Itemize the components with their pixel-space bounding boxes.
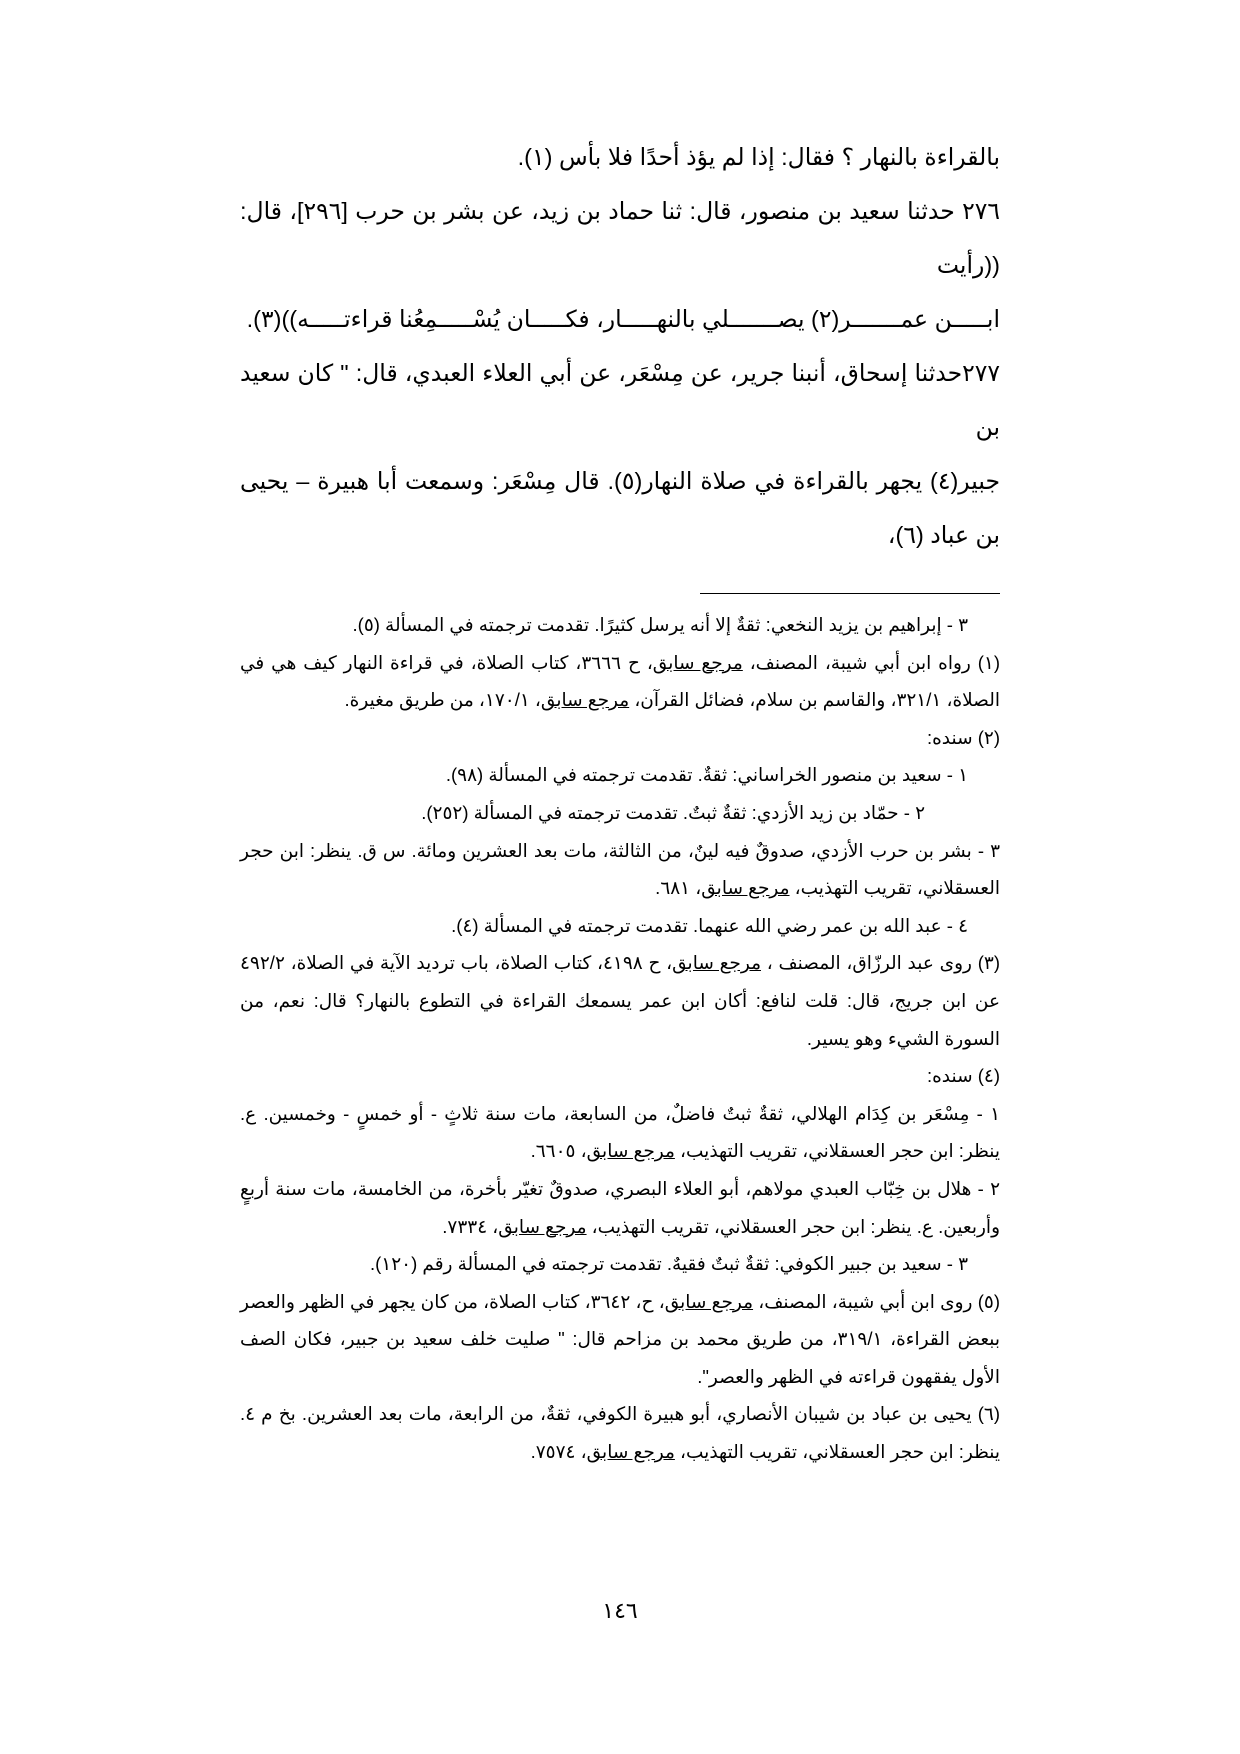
footnote-heading: (٤) سنده: bbox=[926, 1065, 1000, 1087]
body-line: ٢٧٦ حدثنا سعيد بن منصور، قال: ثنا حماد بن زيد، عن بشر بن حرب [٢٩٦]، قال: ((رأيت bbox=[240, 198, 1001, 278]
footnote: ١ - مِسْعَر بن كِدَام الهلالي، ثقةٌ ثبتٌ فاضلٌ، من السابعة، مات سنة ثلاثٍ - أو خمسٍ - وخمسين. ع. ينظر: ابن حجر العسقلاني، تقريب التهذيب، مرجع سابق، ٦٦٠٥. bbox=[240, 1102, 1000, 1162]
body-line: جبير(٤) يجهر بالقراءة في صلاة النهار(٥). قال مِسْعَر: وسمعت أبا هبيرة – يحيى بن عباد (٦)، bbox=[240, 468, 1000, 548]
reference-link: مرجع سابق bbox=[664, 1290, 754, 1312]
reference-link: مرجع سابق bbox=[586, 1441, 675, 1463]
footnote: ١ - سعيد بن منصور الخراساني: ثقةٌ. تقدمت ترجمته في المسألة (٩٨). bbox=[445, 764, 968, 786]
footnote: ٣ - سعيد بن جبير الكوفي: ثقةٌ ثبتٌ فقيهٌ. تقدمت ترجمته في المسألة رقم (١٢٠). bbox=[369, 1253, 968, 1275]
reference-link: مرجع سابق bbox=[701, 877, 790, 899]
footnote-separator bbox=[700, 593, 1000, 594]
reference-link: مرجع سابق bbox=[540, 689, 630, 711]
reference-link: مرجع سابق bbox=[586, 1140, 675, 1162]
footnote: ٣ - بشر بن حرب الأزدي، صدوقٌ فيه لينٌ، من الثالثة، مات بعد العشرين ومائة. س ق. ينظر: ابن حجر العسقلاني، تقريب التهذيب، مرجع سابق، ٦٨١. bbox=[240, 839, 1000, 899]
reference-link: مرجع سابق bbox=[498, 1215, 587, 1237]
main-text bbox=[240, 130, 1000, 562]
footnote: (٣) روى عبد الرزّاق، المصنف ، مرجع سابق، ح ٤١٩٨، كتاب الصلاة، باب ترديد الآية في الصلاة، ٤٩٢/٢ عن ابن جريج، قال: قلت لنافع: أكان ابن عمر يسمعك القراءة في التطوع بالنهار؟ قال: نعم، من السورة الشيء وهو يسير. bbox=[240, 952, 1000, 1049]
footnotes bbox=[240, 606, 1000, 1471]
footnote: (٦) يحيى بن عباد بن شيبان الأنصاري، أبو هبيرة الكوفي، ثقةٌ، من الرابعة، مات بعد العشرين. بخ م ٤. ينظر: ابن حجر العسقلاني، تقريب التهذيب، مرجع سابق، ٧٥٧٤. bbox=[240, 1403, 1000, 1463]
footnote: (٥) روى ابن أبي شيبة، المصنف، مرجع سابق، ح، ٣٦٤٢، كتاب الصلاة، من كان يجهر في الظهر والعصر ببعض القراءة، ٣١٩/١، من طريق محمد بن مزاحم قال: " صليت خلف سعيد بن جبير، فكان الصف الأول يفقهون قراءته في الظهر والعصر". bbox=[240, 1290, 1000, 1387]
body-line: ابـــــن عمـــــــر(٢) يصـــــــلي بالنهـــــار، فكـــــان يُسْـــــمِعُنا قراءتـــــه))(٣). bbox=[246, 306, 1000, 332]
reference-link: مرجع سابق bbox=[652, 651, 743, 673]
footnote: ٣ - إبراهيم بن يزيد النخعي: ثقةٌ إلا أنه يرسل كثيرًا. تقدمت ترجمته في المسألة (٥). bbox=[352, 614, 968, 635]
footnote-heading: (٢) سنده: bbox=[926, 726, 1000, 748]
footnote: ٢ - حمّاد بن زيد الأزدي: ثقةٌ ثبتٌ. تقدمت ترجمته في المسألة (٢٥٢). bbox=[421, 801, 925, 823]
footnote: ٤ - عبد الله بن عمر رضي الله عنهما. تقدمت ترجمته في المسألة (٤). bbox=[451, 914, 968, 936]
body-line: ٢٧٧حدثنا إسحاق، أنبنا جرير، عن مِسْعَر، عن أبي العلاء العبدي، قال: " كان سعيد بن bbox=[240, 360, 1000, 440]
body-line: بالقراءة بالنهار ؟ فقال: إذا لم يؤذ أحدًا فلا بأس (١). bbox=[517, 144, 1000, 170]
footnote: ٢ - هلال بن خِبّاب العبدي مولاهم، أبو العلاء البصري، صدوقٌ تغيّر بأخرة، من الخامسة، مات سنة أربعٍ وأربعين. ع. ينظر: ابن حجر العسقلاني، تقريب التهذيب، مرجع سابق، ٧٣٣٤. bbox=[240, 1177, 1000, 1237]
reference-link: مرجع سابق bbox=[672, 952, 761, 974]
footnote: (١) رواه ابن أبي شيبة، المصنف، مرجع سابق، ح ٣٦٦٦، كتاب الصلاة، في قراءة النهار كيف هي في الصلاة، ٣٢١/١، والقاسم بن سلام، فضائل القرآن، مرجع سابق، ١٧٠/١، من طريق مغيرة. bbox=[240, 651, 1000, 711]
page-number: ١٤٦ bbox=[602, 1598, 638, 1623]
